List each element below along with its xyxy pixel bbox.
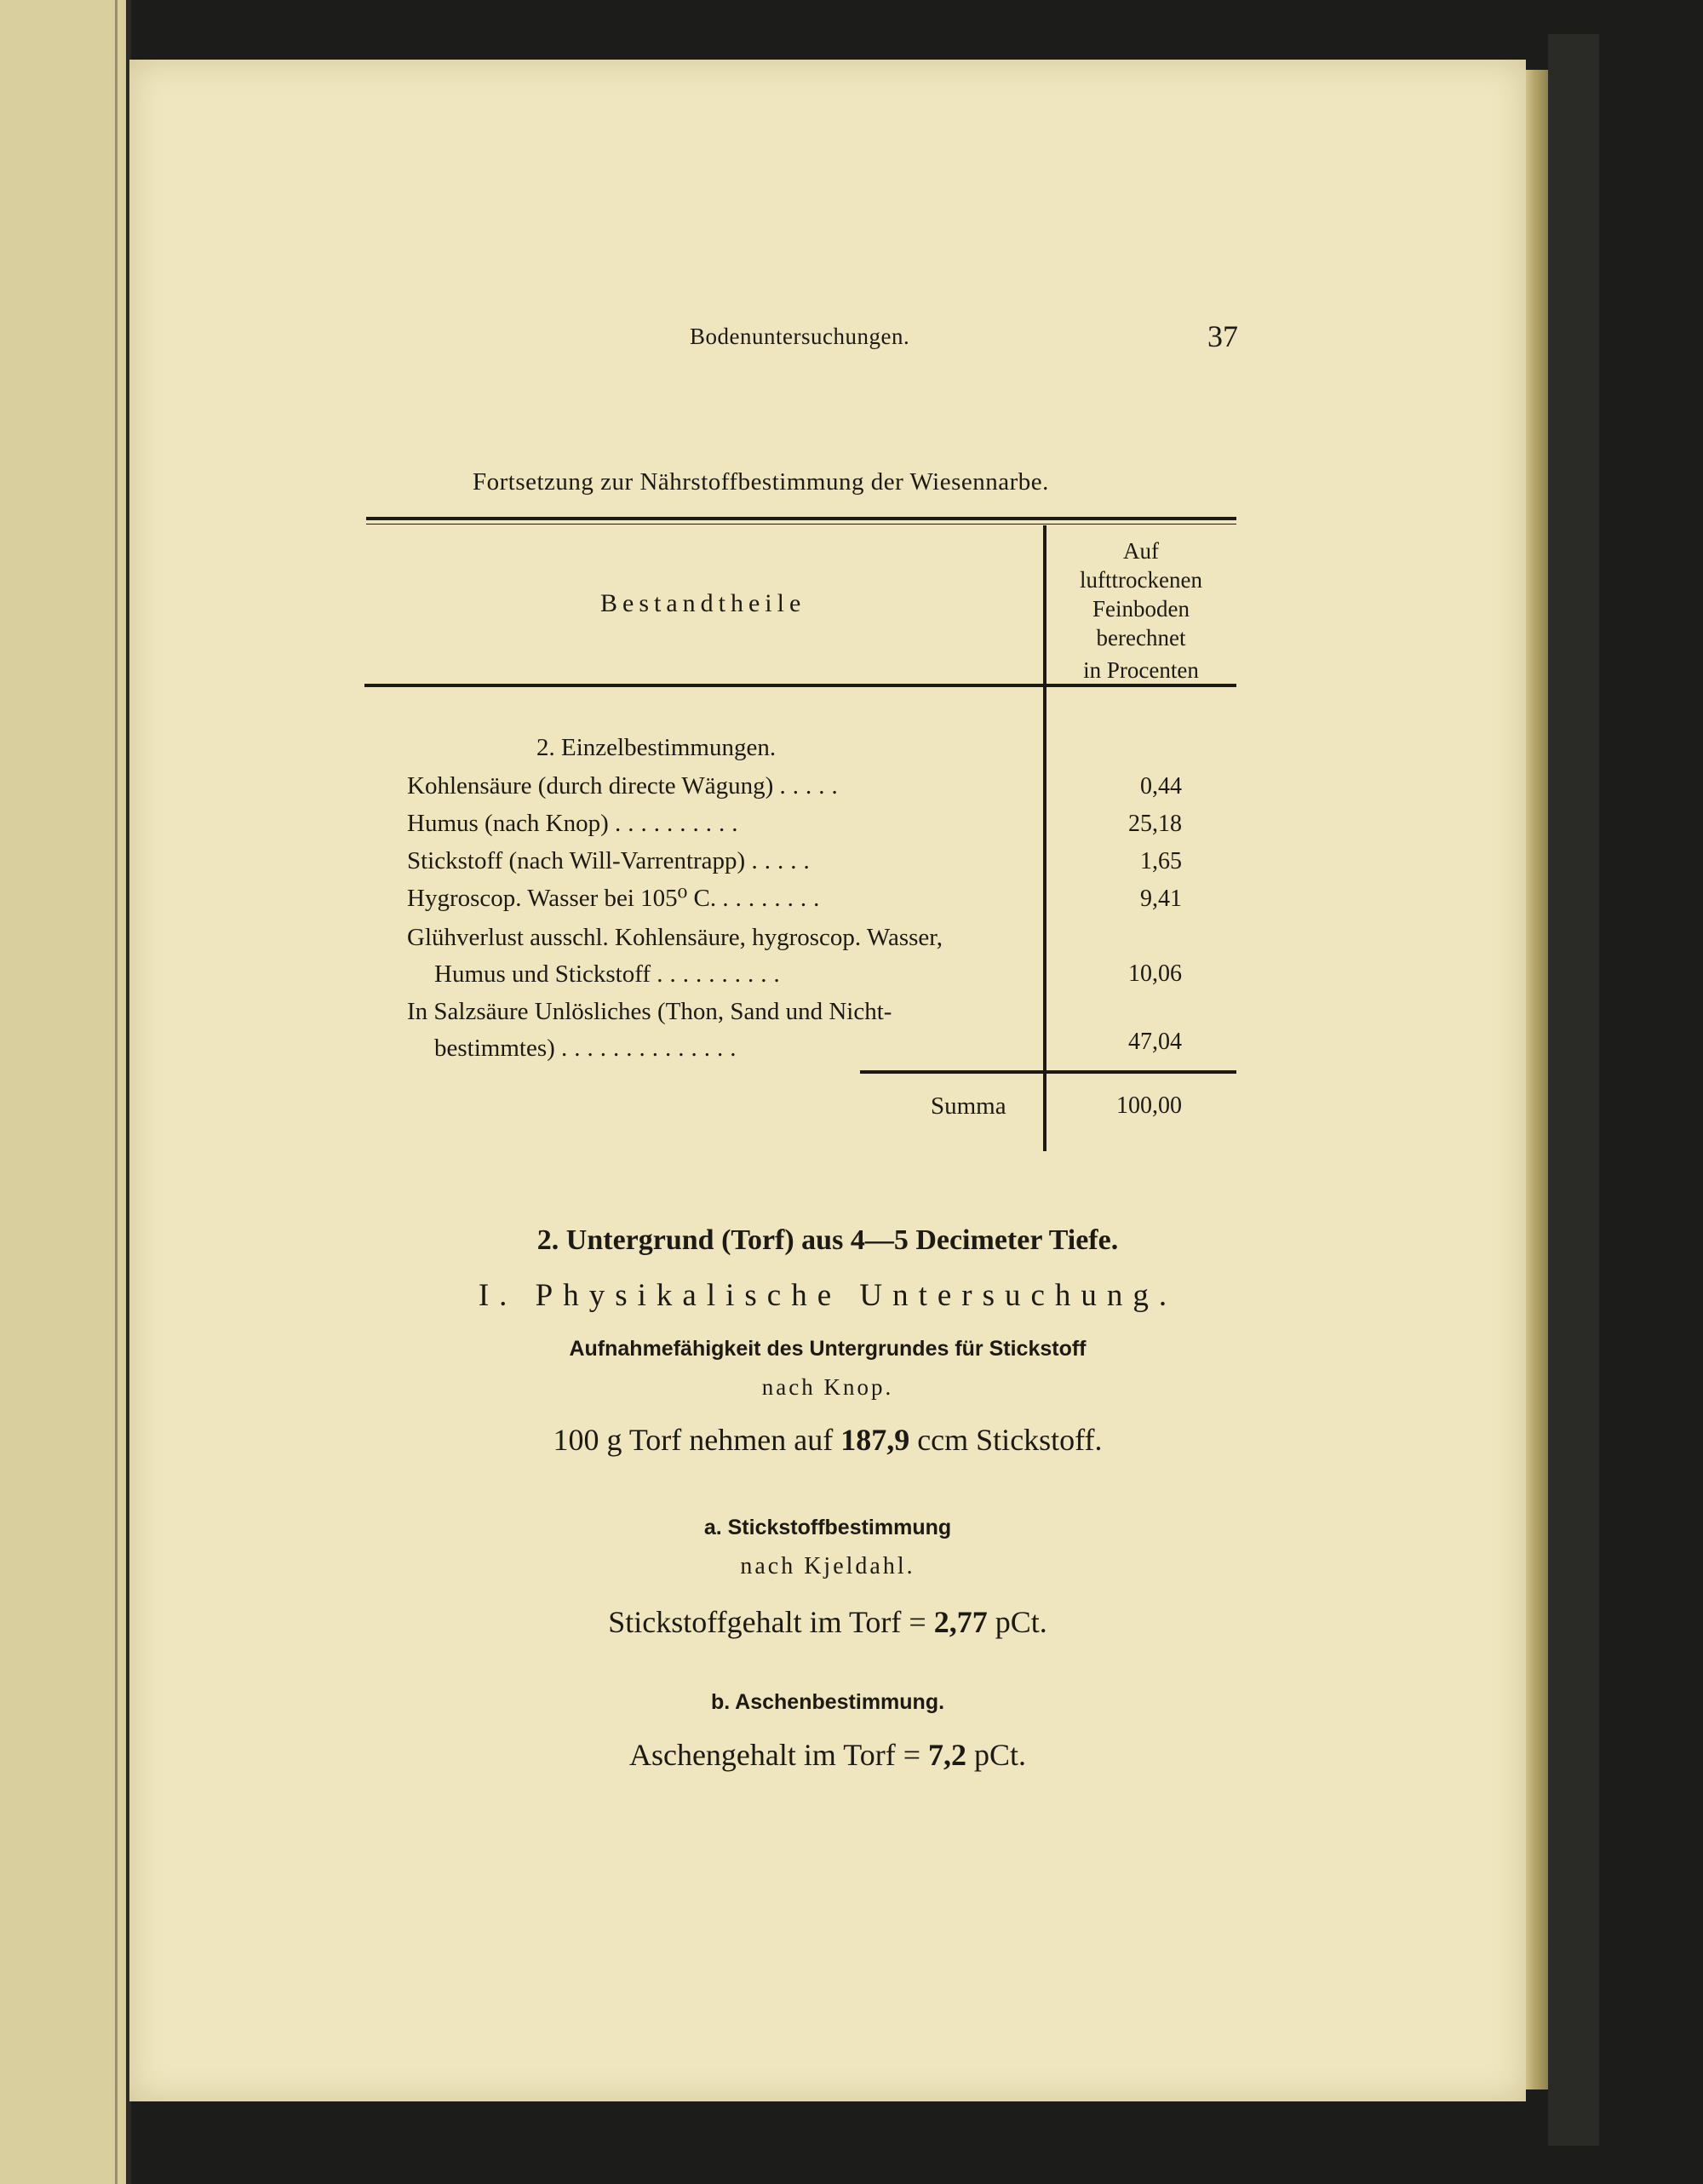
table-row-value: 1,65 (1140, 848, 1182, 874)
column-header-percent (1056, 536, 1226, 685)
statement-value: 2,77 (933, 1605, 988, 1639)
ash-content-statement (129, 1737, 1526, 1773)
table-row-label (407, 994, 1020, 1067)
row-text: Stickstoff (nach Will-Varrentrapp) (407, 847, 746, 874)
heading-a: a. Stickstoffbestimmung (703, 1516, 952, 1539)
table-row-value: 9,41 (1140, 886, 1182, 912)
table-top-rule (366, 517, 1236, 520)
heading-a-method: nach Kjeldahl. (740, 1553, 915, 1579)
page-number: 37 (1207, 319, 1238, 353)
book-page (129, 60, 1526, 2101)
adjacent-page-edge (0, 0, 131, 2184)
summa-value: 100,00 (1116, 1092, 1182, 1119)
statement-value: 7,2 (928, 1738, 967, 1772)
row-text: In Salzsäure Unlösliches (Thon, Sand und Nicht- (407, 998, 892, 1025)
row-text: Glühverlust ausschl. Kohlensäure, hygroscop. Wasser, (407, 924, 943, 951)
leader-dots: .......... (615, 810, 745, 837)
sub-heading: Aufnahmefähigkeit des Untergrundes für Stickstoff (569, 1337, 1087, 1361)
sub-heading-method: nach Knop. (761, 1374, 894, 1400)
summa-label: Summa (931, 1092, 1006, 1120)
table-row-value: 0,44 (1140, 773, 1182, 800)
leader-dots: ..... (751, 847, 817, 874)
book-cover-edge (1548, 34, 1599, 2146)
table-column-divider (1043, 525, 1046, 1151)
leader-dots: .......... (657, 960, 787, 988)
table-caption: Fortsetzung zur Nährstoffbestimmung der Wiesennarbe. (473, 468, 1049, 496)
nitrogen-content-statement (129, 1604, 1526, 1640)
table-row-value: 25,18 (1128, 811, 1182, 837)
statement-text: ccm Stickstoff. (917, 1423, 1103, 1457)
table-sum-rule (860, 1070, 1236, 1074)
heading-b: b. Aschenbestimmung. (710, 1690, 945, 1714)
column-header-line: lufttrockenen (1080, 567, 1202, 593)
section-heading: 2. Untergrund (Torf) aus 4—5 Decimeter Tiefe. (536, 1224, 1119, 1256)
column-header-line: Feinboden (1092, 596, 1190, 622)
leader-dots: ........ (722, 885, 827, 912)
column-header-line: berechnet (1096, 625, 1186, 651)
statement-text: pCt. (995, 1605, 1047, 1639)
part-heading: I. Physikalische Untersuchung. (478, 1278, 1178, 1313)
row-text: Kohlensäure (durch directe Wägung) (407, 772, 774, 800)
table-row-label (407, 805, 1020, 842)
statement-value: 187,9 (840, 1423, 910, 1457)
leader-dots: ..... (779, 772, 845, 800)
column-header-constituents: Bestandtheile (600, 589, 806, 617)
page-stack-edge (1526, 70, 1548, 2089)
table-row-label (407, 880, 1020, 917)
table-section-label: 2. Einzelbestimmungen. (536, 734, 777, 761)
table-row-label (407, 768, 1020, 805)
nitrogen-absorption-statement (129, 1422, 1526, 1458)
table-row-label (407, 843, 1020, 880)
leader-dots: .............. (561, 1035, 743, 1062)
statement-text: 100 g Torf nehmen auf (553, 1423, 834, 1457)
column-header-line: in Procenten (1083, 657, 1199, 683)
table-row-value: 47,04 (1128, 1029, 1182, 1055)
statement-text: Stickstoffgehalt im Torf = (608, 1605, 926, 1639)
table-top-rule-thin (366, 524, 1236, 525)
row-text: Humus (nach Knop) (407, 810, 609, 837)
column-header-line: Auf (1123, 538, 1159, 564)
row-text: Hygroscop. Wasser bei 105⁰ C. (407, 885, 717, 912)
statement-text: pCt. (974, 1738, 1027, 1772)
table-row-value: 10,06 (1128, 960, 1182, 987)
statement-text: Aschengehalt im Torf = (628, 1738, 921, 1772)
table-row-label (407, 920, 1020, 993)
row-text-continued: Humus und Stickstoff (434, 960, 651, 988)
running-head: Bodenuntersuchungen. (690, 324, 910, 349)
row-text-continued: bestimmtes) (434, 1035, 555, 1062)
